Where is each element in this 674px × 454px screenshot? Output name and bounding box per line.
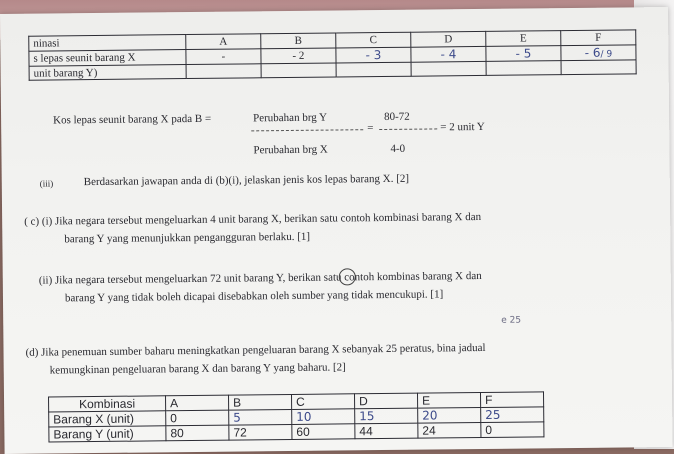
table-cell — [186, 64, 261, 79]
handwritten-cell: - 4 — [411, 46, 486, 62]
table-header-cell: E — [486, 31, 561, 47]
pen-circle-mark — [339, 268, 356, 285]
row-label: unit barang Y) — [29, 65, 186, 81]
row-label: Barang X (unit) — [49, 411, 166, 427]
handwritten-extra: / 9 — [600, 49, 613, 60]
fraction-line — [379, 128, 437, 130]
table-cell — [336, 62, 411, 77]
table-cell — [486, 61, 561, 76]
table-cell: 0 — [481, 422, 544, 438]
table-header-cell: C — [336, 32, 411, 48]
question-text: kemungkinan pengeluaran barang X dan barang Y yang baharu. [2] — [49, 361, 346, 377]
table-header-label: ninasi — [29, 35, 186, 52]
question-text: (ii) Jika negara tersebut mengeluarkan 72 unit barang Y, berikan satu contoh kombinas barang X dan — [38, 269, 482, 287]
table-cell — [411, 61, 486, 76]
handwritten-cell: - 5 — [486, 46, 561, 62]
calc-equals: = — [367, 122, 374, 135]
calc-label: Kos lepas seunit barang X pada B = — [53, 112, 212, 127]
table-header-cell: A — [166, 395, 229, 411]
table-header-cell: D — [411, 31, 486, 47]
calc-denominator-value: 4-0 — [390, 142, 406, 155]
table-header-cell: F — [561, 30, 636, 46]
combination-table-answer — [48, 391, 544, 442]
question-text: Berdasarkan jawapan anda di (b)(i), jelaskan jenis kos lepas barang X. [2] — [83, 172, 410, 189]
handwritten-annotation: e 25 — [501, 315, 522, 326]
handwritten-cell: - 3 — [336, 47, 411, 63]
handwritten-cell: 25 — [481, 407, 544, 423]
table-cell: - 2 — [261, 48, 336, 64]
table-cell — [261, 63, 336, 78]
calc-result: = 2 unit Y — [440, 120, 485, 134]
table-header-cell: C — [292, 394, 355, 410]
question-text: (d) Jika penemuan sumber baharu meningkatkan pengeluaran barang X sebanyak 25 peratus, bina jadual — [25, 341, 486, 359]
table-cell: 72 — [229, 424, 292, 440]
question-text: barang Y yang menunjukkan pengangguran berlaku. [1] — [64, 230, 311, 246]
table-cell: 24 — [418, 422, 481, 438]
row-label: s lepas seunit barang X — [29, 50, 186, 67]
handwritten-cell: 15 — [355, 408, 418, 424]
worksheet-paper — [0, 7, 673, 454]
combination-table-top — [28, 29, 636, 80]
handwritten-cell: 5 — [229, 409, 292, 425]
fraction-line — [251, 129, 363, 131]
handwritten-cell: 20 — [418, 407, 481, 423]
calc-numerator: Perubahan brg Y — [253, 111, 328, 125]
table-header-cell: B — [261, 33, 336, 49]
table-header-cell: E — [417, 392, 480, 408]
table-header-label: Kombinasi — [49, 396, 166, 412]
question-text: ( c) (i) Jika negara tersebut mengeluarkan 4 unit barang X, berikan satu contoh kombinasi barang X dan — [24, 210, 482, 228]
question-number: (iii) — [39, 178, 54, 189]
calc-numerator-value: 80-72 — [384, 110, 410, 123]
table-header-cell: F — [480, 392, 543, 408]
table-cell: 44 — [355, 423, 418, 439]
handwritten-value: - 6 — [584, 45, 601, 60]
table-cell: 60 — [292, 424, 355, 440]
question-text: barang Y yang tidak boleh dicapai disebabkan oleh sumber yang tidak mencukupi. [1] — [64, 288, 444, 305]
row-label: Barang Y (unit) — [49, 426, 166, 442]
table-header-cell: A — [186, 34, 261, 50]
table-header-cell: B — [229, 394, 292, 410]
table-cell: - — [186, 49, 261, 65]
table-cell — [561, 60, 636, 75]
table-cell: 80 — [166, 425, 229, 441]
table-header-cell: D — [354, 393, 417, 409]
table-cell: 0 — [166, 410, 229, 426]
handwritten-cell: 10 — [292, 409, 355, 425]
calc-denominator: Perubahan brg X — [253, 143, 328, 157]
handwritten-cell — [561, 45, 636, 61]
